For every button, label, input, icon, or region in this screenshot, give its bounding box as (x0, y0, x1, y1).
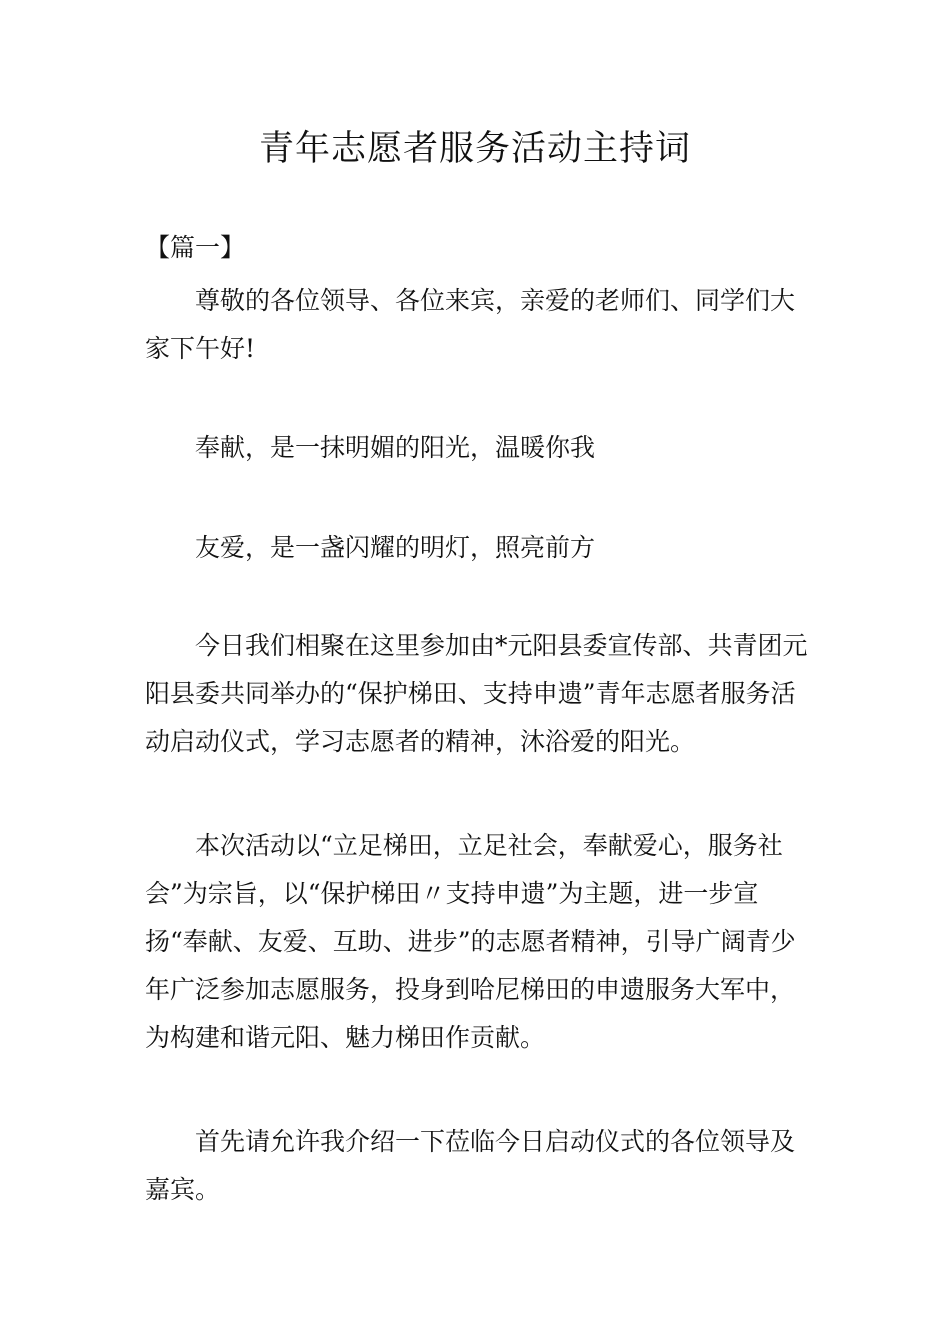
paragraph-introduce-guests: 首先请允许我介绍一下莅临今日启动仪式的各位领导及嘉宾。 (145, 1127, 796, 1204)
section-label: 【篇一】 (145, 233, 246, 262)
paragraph-event-purpose: 本次活动以“立足梯田，立足社会，奉献爱心，服务社会”为宗旨，以“保护梯田〃支持申遗”为主题，进一步宣扬“奉献、友爱、互助、进步”的志愿者精神，引导广阔青少年广泛参加志愿服务，投身到哈尼梯田的申遗服务大军中，为构建和谐元阳、魅力梯田作贡献。 (145, 831, 796, 1052)
paragraph-friendship-line: 友爱，是一盏闪耀的明灯，照亮前方 (195, 533, 596, 562)
document-title: 青年志愿者服务活动主持词 (258, 129, 691, 169)
paragraph-dedication-line: 奉献，是一抹明媚的阳光，温暖你我 (195, 433, 596, 462)
paragraph-greeting: 尊敬的各位领导、各位来宾，亲爱的老师们、同学们大家下午好! (145, 286, 796, 363)
paragraph-event-intro: 今日我们相聚在这里参加由*元阳县委宣传部、共青团元阳县委共同举办的“保护梯田、支持申遗”青年志愿者服务活动启动仪式，学习志愿者的精神，沐浴爱的阳光。 (145, 631, 808, 756)
